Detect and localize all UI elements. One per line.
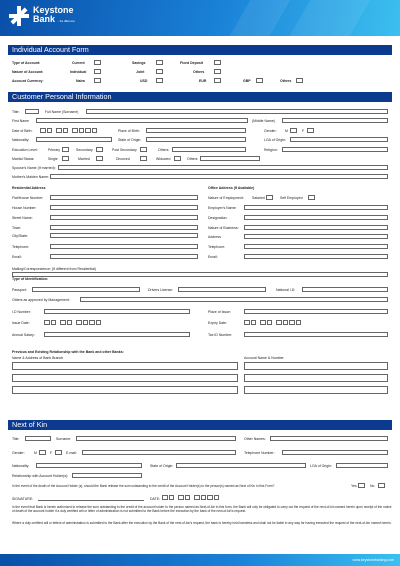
edu-primary-checkbox[interactable] <box>62 147 69 152</box>
annual-salary-label: Annual Salary: <box>12 333 35 337</box>
mailing-field[interactable] <box>12 272 388 277</box>
street-field[interactable] <box>50 215 198 220</box>
marital-married-checkbox[interactable] <box>96 156 103 161</box>
state-of-origin-field[interactable] <box>146 137 246 142</box>
nature-employment-label: Nature of Employment: <box>208 196 244 200</box>
dob-field[interactable] <box>40 128 97 133</box>
office-telephone-field[interactable] <box>244 244 388 249</box>
bank-branch-row[interactable] <box>12 386 238 394</box>
marital-others-field[interactable] <box>200 156 260 161</box>
edu-post-secondary-checkbox[interactable] <box>140 147 147 152</box>
nature-individual-checkbox[interactable] <box>94 69 101 74</box>
account-nature-label: Nature of Account: <box>12 70 44 74</box>
type-fixed-checkbox[interactable] <box>214 60 221 65</box>
nature-joint-checkbox[interactable] <box>156 69 163 74</box>
signature-label: SIGNATURE: <box>12 497 34 501</box>
edu-secondary-label: Secondary <box>76 148 93 152</box>
edu-secondary-checkbox[interactable] <box>96 147 103 152</box>
telephone-label: Telephone: <box>12 245 30 249</box>
middle-name-label: (Middle Name) <box>252 119 275 123</box>
header-stripe <box>290 0 371 36</box>
flat-field[interactable] <box>50 195 198 200</box>
bank-name <box>33 6 75 26</box>
nok-telephone-field[interactable] <box>282 450 388 455</box>
lga-field[interactable] <box>290 137 388 142</box>
nok-gender-label: Gender: <box>12 451 25 455</box>
nok-email-field[interactable] <box>82 450 236 455</box>
gender-m-label: M <box>285 129 288 133</box>
gender-label: Gender: <box>264 129 277 133</box>
bank-name-line2: Bank <box>33 14 56 24</box>
marital-widowed-label: Widowed <box>156 157 171 161</box>
account-type-label: Type of Account: <box>12 61 41 65</box>
first-name-label: First Name <box>12 119 30 123</box>
salaried-label: Salaried <box>252 196 265 200</box>
annual-salary-field[interactable] <box>44 332 190 337</box>
issue-date-field[interactable] <box>44 320 101 325</box>
employer-field[interactable] <box>244 205 388 210</box>
tax-id-label: Tax ID Number: <box>208 333 233 337</box>
place-issue-field[interactable] <box>244 309 388 314</box>
others-mgmt-label: Others as approved by Management: <box>12 298 70 302</box>
town-field[interactable] <box>50 225 198 230</box>
nature-business-label: Nature of Business: <box>208 226 239 230</box>
previous-relationship-label: Previous and Existing Relationship with the Bank and other Banks: <box>12 350 124 354</box>
nature-joint-label: Joint <box>136 70 145 74</box>
address-label: Address <box>208 235 221 239</box>
nok-telephone-label: Telephone Number: <box>244 451 275 455</box>
edu-primary-label: Primary <box>48 148 61 152</box>
currency-gbp-label: GBP <box>243 79 251 83</box>
type-current-label: Current <box>72 61 85 65</box>
flat-label: Flat/House Number: <box>12 196 44 200</box>
salaried-checkbox[interactable] <box>266 195 273 200</box>
designation-field[interactable] <box>244 215 388 220</box>
office-heading: Office Address (If Available) <box>208 186 255 190</box>
national-id-label: National I.D: <box>276 288 296 292</box>
religion-label: Religion: <box>264 148 278 152</box>
place-of-birth-field[interactable] <box>146 128 246 133</box>
marital-single-checkbox[interactable] <box>62 156 69 161</box>
nok-lga-field[interactable] <box>336 463 388 468</box>
dob-label: Date of Birth: <box>12 129 33 133</box>
expiry-date-field[interactable] <box>244 320 301 325</box>
account-name-column: Account Name & Number <box>244 356 284 360</box>
city-field[interactable] <box>50 233 198 238</box>
edu-others-label: Others <box>158 148 169 152</box>
residential-heading: Residential Address <box>12 186 46 190</box>
currency-naira-checkbox[interactable] <box>94 78 101 83</box>
drivers-field[interactable] <box>178 287 266 292</box>
issue-date-label: Issue Date: <box>12 321 30 325</box>
nationality-label: Nationality: <box>12 138 30 142</box>
full-name-label: Full Name (Surname) <box>45 110 79 114</box>
nature-others-label: Others <box>193 70 205 74</box>
currency-gbp-checkbox[interactable] <box>256 78 263 83</box>
marital-others-label: Others <box>187 157 198 161</box>
no-checkbox[interactable] <box>378 483 385 488</box>
edu-others-field[interactable] <box>172 147 246 152</box>
town-label: Town: <box>12 226 22 230</box>
nok-nationality-field[interactable] <box>36 463 142 468</box>
nature-others-checkbox[interactable] <box>214 69 221 74</box>
type-savings-label: Savings <box>132 61 146 65</box>
nok-email-label: E-mail: <box>66 451 77 455</box>
currency-others-checkbox[interactable] <box>296 78 303 83</box>
marital-divorced-checkbox[interactable] <box>140 156 147 161</box>
nok-state-field[interactable] <box>176 463 306 468</box>
nok-surname-label: Surname: <box>56 437 72 441</box>
self-employed-checkbox[interactable] <box>308 195 315 200</box>
edu-post-secondary-label: Post Secondary <box>112 148 137 152</box>
currency-usd-checkbox[interactable] <box>156 78 163 83</box>
nok-lga-label: LGA of Origin: <box>310 464 332 468</box>
star-logo-icon <box>8 5 30 27</box>
signature-line[interactable] <box>38 500 144 501</box>
marital-married-label: Married <box>78 157 90 161</box>
nok-gender-f-label: F <box>50 451 53 455</box>
street-label: Street Name: <box>12 216 33 220</box>
nok-gender-m-label: M <box>34 451 37 455</box>
surname-field[interactable] <box>86 109 388 114</box>
header-stripe <box>230 0 291 36</box>
place-issue-label: Place of Issue: <box>208 310 231 314</box>
account-name-row[interactable] <box>244 362 388 370</box>
signature-date-field[interactable] <box>162 495 219 500</box>
mother-label: Mother's Maiden Name: <box>12 175 50 179</box>
page-header <box>0 0 400 36</box>
nok-relationship-label: Relationship with Account Holder(s): <box>12 474 69 478</box>
office-address-field[interactable] <box>244 234 388 239</box>
first-name-field[interactable] <box>36 118 248 123</box>
marital-divorced-label: Divorced <box>116 157 130 161</box>
release-paragraph: In the event that Bank is herein authorized to release the sum outstanding to the credit of the account holder to the person named as Next-of-kin in this form, the Bank will only be obligated to carry out the request of the next-of-kin named herein upon receipt of the notice of death of the account holder if a duly certified will or letter of administration is not submitted to the Bank before the execution by the bank of the next-of-kin's request. <box>12 505 392 513</box>
id-number-label: I.D Number: <box>12 310 31 314</box>
account-name-row[interactable] <box>244 374 388 382</box>
bank-branch-column: Name & Address of Bank Branch <box>12 356 64 360</box>
bank-branch-row[interactable] <box>12 374 238 382</box>
lga-label: LGA of Origin: <box>264 138 286 142</box>
gender-m-checkbox[interactable] <box>290 128 297 133</box>
section-customer-info: Customer Personal Information <box>8 92 392 102</box>
office-email-field[interactable] <box>244 254 388 259</box>
telephone-field[interactable] <box>50 244 198 249</box>
house-number-label: House Number: <box>12 206 37 210</box>
currency-usd-label: USD <box>140 79 148 83</box>
gender-f-label: F <box>302 129 305 133</box>
place-of-birth-label: Place of Birth: <box>118 129 140 133</box>
house-number-field[interactable] <box>50 205 198 210</box>
mailing-label: Mailing/Correspondence: (If different from Residential) <box>12 267 96 271</box>
nok-title-field[interactable] <box>25 436 51 441</box>
middle-name-field[interactable] <box>282 118 388 123</box>
section-next-of-kin: Next of Kin <box>8 420 392 430</box>
currency-eur-label: EUR <box>199 79 207 83</box>
designation-label: Designation: <box>208 216 228 220</box>
religion-field[interactable] <box>282 147 388 152</box>
marital-single-label: Single <box>48 157 58 161</box>
spouse-field[interactable] <box>58 165 388 170</box>
page-footer <box>0 554 400 566</box>
bank-logo <box>8 5 75 27</box>
currency-naira-label: Naira <box>76 79 85 83</box>
type-current-checkbox[interactable] <box>94 60 101 65</box>
spouse-label: Spouse's Name (If married): <box>12 166 56 170</box>
education-label: Education Level: <box>12 148 38 152</box>
national-id-field[interactable] <box>302 287 388 292</box>
section-individual-account: Individual Account Form <box>8 45 392 55</box>
nok-other-names-label: Other Names: <box>244 437 266 441</box>
email-field[interactable] <box>50 254 198 259</box>
passport-field[interactable] <box>32 287 140 292</box>
office-telephone-label: Telephone: <box>208 245 226 249</box>
nok-gender-f-checkbox[interactable] <box>55 450 62 455</box>
nok-surname-field[interactable] <box>76 436 236 441</box>
currency-eur-checkbox[interactable] <box>214 78 221 83</box>
nok-gender-m-checkbox[interactable] <box>39 450 46 455</box>
bank-branch-row[interactable] <box>12 362 238 370</box>
title-field[interactable] <box>25 109 39 114</box>
no-label: No <box>370 484 375 488</box>
tax-id-field[interactable] <box>244 332 388 337</box>
date-label: DATE: <box>150 497 161 501</box>
nok-state-label: State of Origin: <box>150 464 174 468</box>
currency-others-label: Others <box>280 79 292 83</box>
footer-url: www.keystonebankng.com <box>352 558 394 562</box>
title-label: Title: <box>12 110 20 114</box>
bank-tagline: ... the difference <box>57 20 75 23</box>
yes-label: Yes <box>351 484 357 488</box>
expiry-date-label: Expiry Date: <box>208 321 228 325</box>
account-name-row[interactable] <box>244 386 388 394</box>
marital-widowed-checkbox[interactable] <box>174 156 181 161</box>
nok-nationality-label: Nationality: <box>12 464 30 468</box>
nationality-field[interactable] <box>36 137 112 142</box>
death-clause-text: In the event of the death of the Account Holder (s), should the Bank release the sum outstanding to the credit of the Account Holder(s) to the person(s) named as Next of Kin in this Form? <box>12 484 275 488</box>
passport-label: Passport: <box>12 288 27 292</box>
drivers-label: Drivers License: <box>148 288 174 292</box>
harmless-paragraph: Where a duly certified will or letters of administration is submitted to the Bank after the execution by the Bank of the next-of-kin's request, the bank is hereby held harmless and shall not be liable in any way for having executed the request of the next-of-kin named herein. <box>12 521 392 525</box>
others-mgmt-field[interactable] <box>80 297 388 302</box>
email-label: Email: <box>12 255 22 259</box>
type-fixed-label: Fixed Deposit <box>180 61 203 65</box>
id-type-label: Type of Identification: <box>12 277 49 281</box>
self-employed-label: Self Employed <box>280 196 303 200</box>
nature-individual-label: Individual <box>70 70 87 74</box>
account-currency-label: Account Currency: <box>12 79 44 83</box>
bank-name-line1: Keystone <box>33 5 74 15</box>
type-savings-checkbox[interactable] <box>156 60 163 65</box>
employer-label: Employer's Name: <box>208 206 237 210</box>
nok-other-names-field[interactable] <box>270 436 388 441</box>
nok-relationship-field[interactable] <box>72 473 142 478</box>
state-of-origin-label: State of Origin: <box>118 138 142 142</box>
marital-label: Marital Status: <box>12 157 35 161</box>
city-label: City/State: <box>12 234 29 238</box>
gender-f-checkbox[interactable] <box>307 128 314 133</box>
id-number-field[interactable] <box>44 309 190 314</box>
office-email-label: Email: <box>208 255 218 259</box>
mother-field[interactable] <box>50 174 388 179</box>
yes-checkbox[interactable] <box>358 483 365 488</box>
nature-business-field[interactable] <box>244 225 388 230</box>
nok-title-label: Title: <box>12 437 20 441</box>
